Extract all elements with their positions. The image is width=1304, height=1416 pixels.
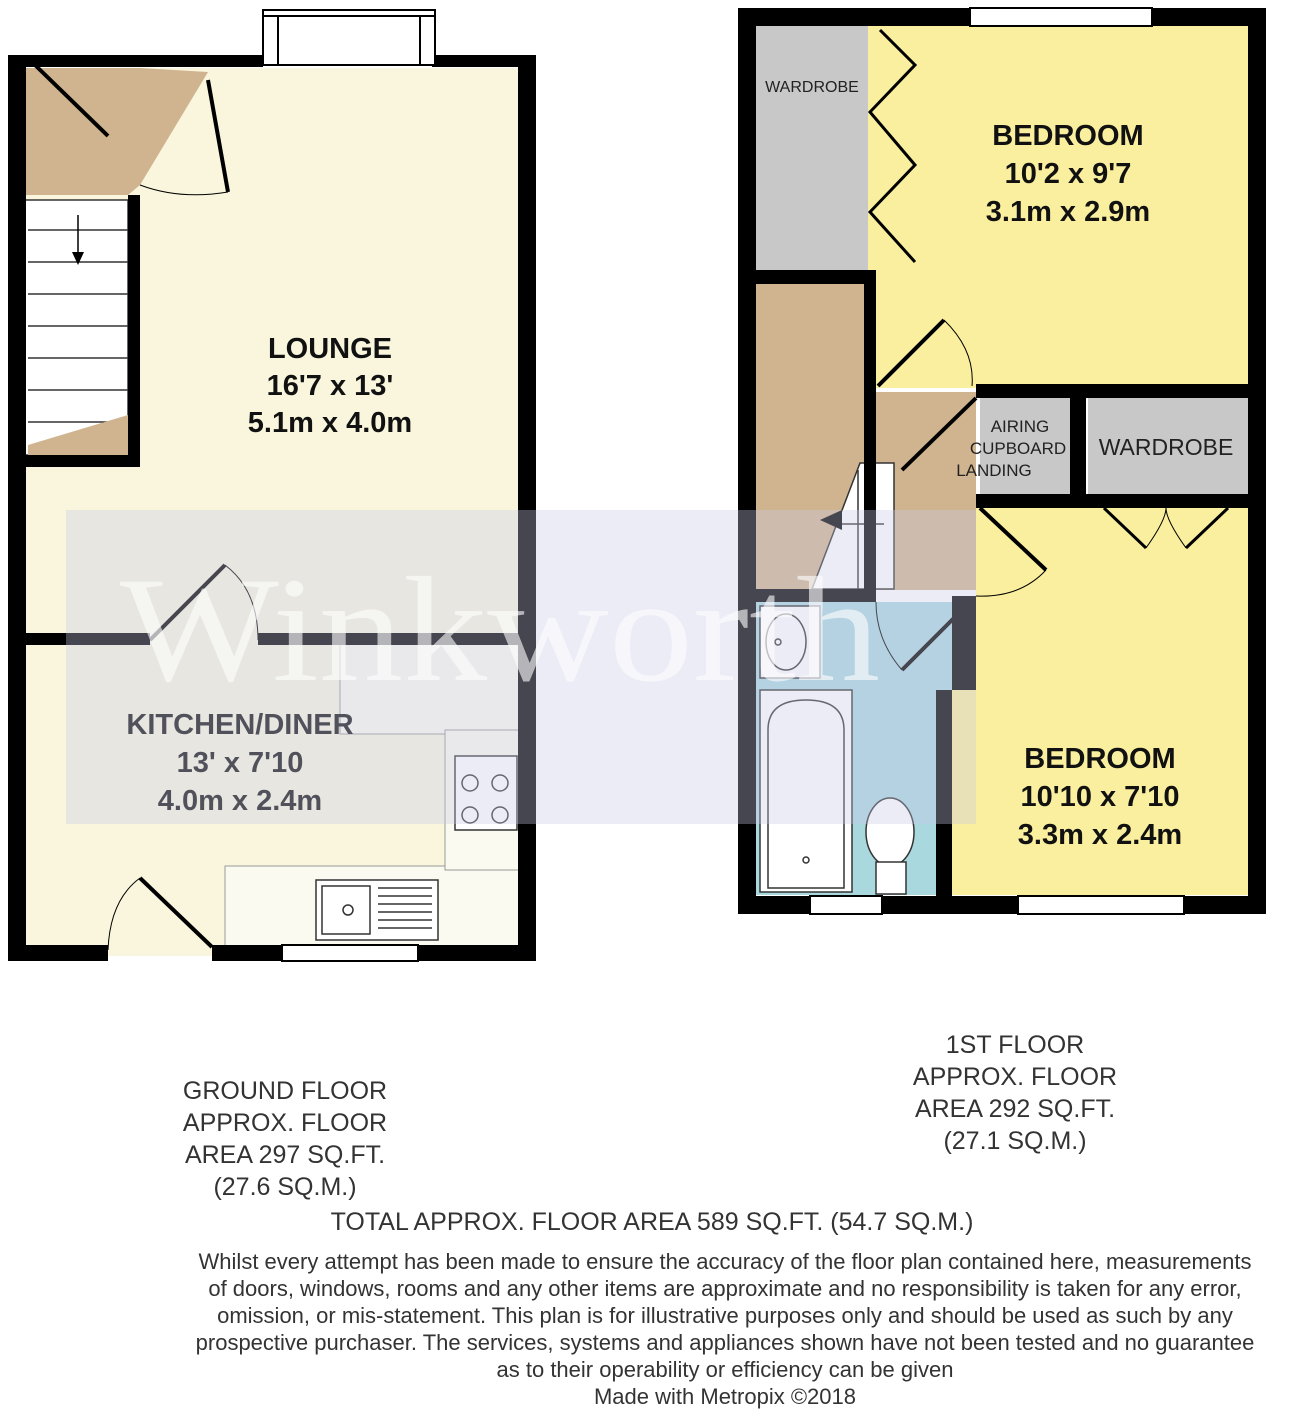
disclaimer-line: as to their operability or efficiency can be given (496, 1357, 954, 1382)
bedroom-2-name: BEDROOM (1024, 743, 1176, 775)
bedroom-2-imperial: 10'10 x 7'10 (1020, 781, 1180, 813)
ground-area-line: APPROX. FLOOR (182, 1109, 388, 1137)
first-area-line: APPROX. FLOOR (912, 1063, 1118, 1091)
bedroom-1-window (970, 8, 1152, 26)
kitchen-name: KITCHEN/DINER (126, 709, 354, 741)
ground-floor-area (150, 1075, 420, 1203)
first-area-line: 1ST FLOOR (945, 1031, 1085, 1059)
credit: Made with Metropix ©2018 (593, 1384, 856, 1409)
first-area-line: (27.1 SQ.M.) (943, 1127, 1087, 1155)
kitchen-metric: 4.0m x 2.4m (157, 785, 323, 817)
wardrobe-left-label: WARDROBE (765, 79, 859, 96)
bedroom-1-imperial: 10'2 x 9'7 (1004, 158, 1132, 190)
ground-area-line: GROUND FLOOR (182, 1077, 388, 1105)
sink (316, 880, 438, 940)
first-floor-area (880, 1029, 1150, 1157)
first-area-line: AREA 292 SQ.FT. (914, 1095, 1116, 1123)
disclaimer-line: Whilst every attempt has been made to ensure the accuracy of the floor plan contained here, measurements (198, 1249, 1252, 1274)
disclaimer-line: omission, or mis-statement. This plan is for illustrative purposes only and should be used as such by any (217, 1303, 1233, 1328)
airing-label-2: CUPBOARD (969, 439, 1067, 458)
disclaimer-line: prospective purchaser. The services, systems and appliances shown have not been tested and no guarantee (195, 1330, 1255, 1355)
bathroom-window (810, 896, 882, 914)
total-floor-area: TOTAL APPROX. FLOOR AREA 589 SQ.FT. (54.7 SQ.M.) (330, 1208, 974, 1236)
lounge-name: LOUNGE (267, 333, 393, 365)
lounge-imperial: 16'7 x 13' (266, 370, 394, 402)
bedroom-2-window (1018, 896, 1184, 914)
lounge-window (263, 10, 435, 65)
watermark-text: Winkworth (120, 547, 880, 713)
ground-area-line: AREA 297 SQ.FT. (184, 1141, 386, 1169)
lounge-metric: 5.1m x 4.0m (247, 407, 413, 439)
kitchen-imperial: 13' x 7'10 (176, 747, 304, 779)
airing-label-1: AIRING (990, 417, 1050, 436)
kitchen-window (282, 945, 418, 961)
bedroom-2-metric: 3.3m x 2.4m (1017, 819, 1183, 851)
disclaimer (140, 1248, 1304, 1383)
ground-area-line: (27.6 SQ.M.) (213, 1173, 357, 1201)
bedroom-1-metric: 3.1m x 2.9m (985, 196, 1151, 228)
wardrobe-left (756, 24, 868, 272)
bedroom-1-name: BEDROOM (992, 120, 1144, 152)
landing-label: LANDING (956, 461, 1032, 480)
disclaimer-line: of doors, windows, rooms and any other items are approximate and no responsibility is taken for any error, (208, 1276, 1242, 1301)
wardrobe-right-label: WARDROBE (1098, 434, 1234, 460)
stairs (20, 200, 128, 455)
